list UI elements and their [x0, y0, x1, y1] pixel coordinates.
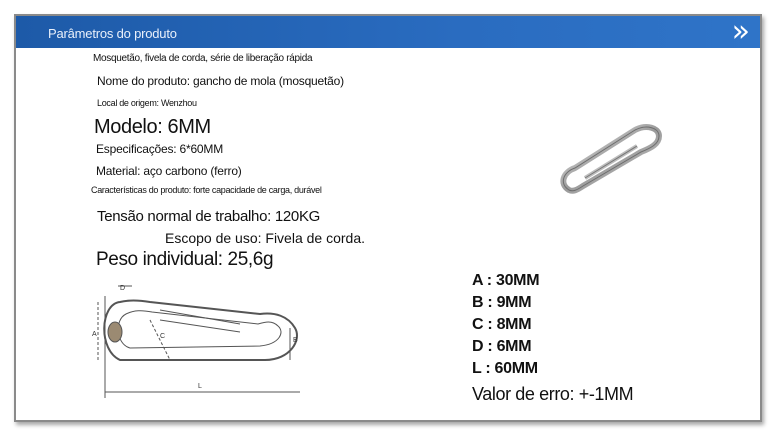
panel-title: Parâmetros do produto: [48, 26, 177, 41]
diagram-label-d: D: [120, 285, 126, 292]
product-model: Modelo: 6MM: [94, 116, 211, 138]
dimension-c: C : 8MM: [472, 316, 532, 333]
working-tension: Tensão normal de trabalho: 120KG: [97, 208, 321, 225]
diagram-label-b: B: [293, 337, 298, 344]
dimension-l: L : 60MM: [472, 360, 538, 377]
diagram-label-a: A: [92, 331, 97, 338]
diagram-label-c: C: [160, 333, 166, 340]
product-material: Material: aço carbono (ferro): [96, 164, 242, 178]
product-specification: Especificações: 6*60MM: [96, 142, 223, 156]
product-subtitle: Mosquetão, fivela de corda, série de liberação rápida: [93, 53, 313, 64]
carabiner-photo: [555, 122, 670, 200]
dimension-d: D : 6MM: [472, 338, 532, 355]
double-chevron-right-icon: »: [731, 14, 750, 49]
product-features: Características do produto: forte capacidade de carga, durável: [91, 185, 322, 195]
dimension-a: A : 30MM: [472, 272, 540, 289]
tolerance-value: Valor de erro: +-1MM: [472, 384, 634, 404]
carabiner-diagram: [90, 280, 315, 405]
diagram-label-l: L: [198, 383, 202, 390]
product-origin: Local de origem: Wenzhou: [97, 98, 197, 108]
product-name: Nome do produto: gancho de mola (mosquetão): [97, 74, 344, 88]
usage-scope: Escopo de uso: Fivela de corda.: [165, 230, 366, 246]
dimension-b: B : 9MM: [472, 294, 532, 311]
panel-header: [16, 16, 760, 48]
unit-weight: Peso individual: 25,6g: [96, 249, 274, 270]
